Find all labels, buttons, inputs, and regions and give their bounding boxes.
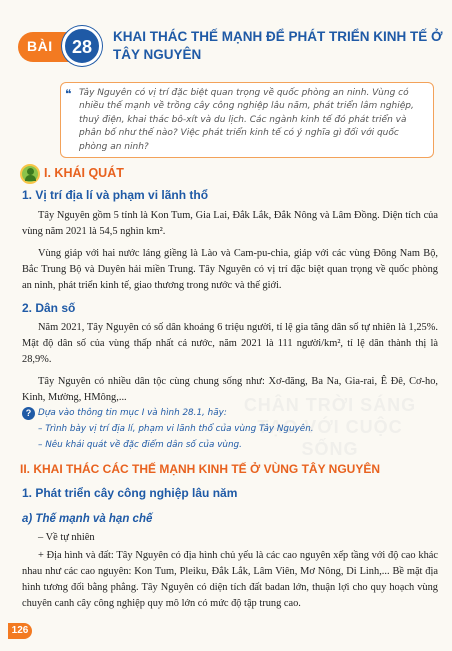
question-icon: ?	[22, 407, 35, 420]
paragraph-1-2-b: Tây Nguyên có nhiều dân tộc cùng chung sống như: Xơ-đăng, Ba Na, Gia-rai, Ê Đê, Cơ-ho, Kinh, Mường, HMông,...	[22, 376, 438, 403]
section-2-title: II. KHAI THÁC CÁC THẾ MẠNH KINH TẾ Ở VÙNG TÂY NGUYÊN	[20, 462, 381, 476]
overview-icon-body	[25, 175, 36, 181]
paragraph-1-2-a: Năm 2021, Tây Nguyên có số dân khoảng 6 triệu người, tỉ lệ gia tăng dân số tự nhiên là 1,25%. Mật độ dân số của vùng thấp nhất cả nước, năm 2021 là 111 người/km², tỉ lệ dân thành thị là 28,9%.	[22, 322, 438, 365]
section-1-title: I. KHÁI QUÁT	[44, 166, 124, 180]
paragraph-1-1-a: Tây Nguyên gồm 5 tỉnh là Kon Tum, Gia Lai, Đắk Lắk, Đắk Nông và Lâm Đồng. Diện tích của vùng năm 2021 là 54,5 nghìn km².	[22, 210, 438, 237]
overview-icon-head	[27, 168, 34, 175]
bullet-natural: – Về tự nhiên	[38, 532, 95, 543]
subsection-2-1-a-title: a) Thế mạnh và hạn chế	[22, 513, 153, 525]
page-number: 126	[8, 623, 32, 639]
lesson-header	[18, 26, 443, 74]
subsection-1-1-title: 1. Vị trí địa lí và phạm vi lãnh thổ	[22, 188, 209, 202]
subsection-1-2-title: 2. Dân số	[22, 301, 76, 315]
intro-box	[60, 82, 434, 158]
lesson-title: KHAI THÁC THẾ MẠNH ĐỂ PHÁT TRIỂN KINH TẾ Ở TÂY NGUYÊN	[113, 29, 443, 62]
task-instruction: Dựa vào thông tin mục I và hình 28.1, hãy:	[38, 408, 227, 418]
task-item-1: – Trình bày vị trí địa lí, phạm vi lãnh thổ của vùng Tây Nguyên.	[38, 424, 314, 434]
lesson-number: 28	[71, 37, 93, 57]
paragraph-2-1-a: + Địa hình và đất: Tây Nguyên có địa hình chủ yếu là các cao nguyên xếp tầng với độ cao khác nhau như các cao nguyên: Kon Tum, Pleiku, Đắk Lắk, Lâm Viên, Mơ Nông, Di Linh,... Bề mặt địa hình tương đối bằng phẳng. Tây Nguyên có diện tích đất badan lớn, thuận lợi cho quy hoạch vùng chuyên canh cây công nghiệp quy mô lớn có mức độ tập trung cao.	[22, 550, 438, 609]
paragraph-1-1-b: Vùng giáp với hai nước láng giềng là Lào và Cam-pu-chia, giáp với các vùng Đông Nam Bộ, Bắc Trung Bộ và Duyên hải miền Trung. Tây Nguyên có vị trí đặc biệt quan trọng về quốc phòng an ninh, phát triển kinh tế, giao thương trong nước và thế giới.	[22, 248, 438, 291]
quote-icon: ❝	[65, 87, 72, 101]
watermark: CHÂN TRỜI SÁNG TẠO VỚI CUỘC SỐNG	[243, 395, 417, 459]
overview-icon	[20, 164, 40, 184]
lesson-number-badge	[62, 26, 102, 66]
lesson-label: BÀI	[27, 38, 53, 54]
intro-text: Tây Nguyên có vị trí đặc biệt quan trọng về quốc phòng an ninh. Vùng có nhiều thế mạnh về trồng cây công nghiệp lâu năm, phát triển lâm nghiệp, thuỷ điện, khai thác bô-xít và du lịch. Các ngành kinh tế đó phát triển và phân bố như thế nào? Việc phát triển kinh tế có ý nghĩa gì đối với quốc phòng an ninh?	[79, 88, 414, 152]
subsection-2-1-title: 1. Phát triển cây công nghiệp lâu năm	[22, 486, 238, 500]
task-item-2: – Nêu khái quát về đặc điểm dân số của vùng.	[38, 440, 242, 450]
